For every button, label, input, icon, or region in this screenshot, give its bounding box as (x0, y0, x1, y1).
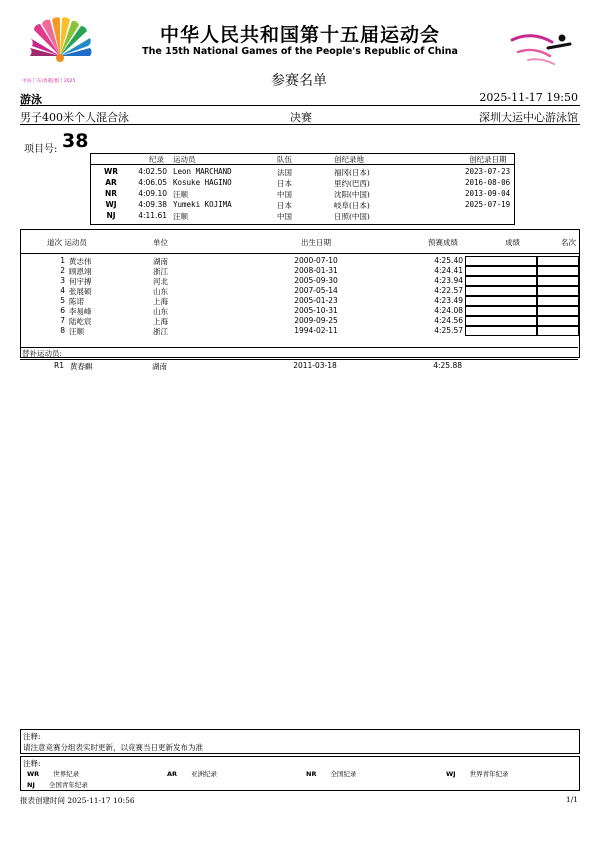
reserve-row: R1 黄春麒 湖南 2011-03-18 4:25.88 (54, 361, 462, 371)
header-entry-time: 预赛成绩 (428, 238, 458, 247)
divider (20, 124, 580, 125)
result-box (465, 316, 537, 326)
page-subtitle: The 15th National Games of the People's Republic of China (142, 46, 458, 57)
table-row: 6 李易峰 山东 2005-10-31 4:24.08 (21, 306, 579, 317)
start-list-table (20, 229, 580, 358)
rank-box (537, 266, 579, 276)
records-header-line (91, 164, 514, 165)
table-row: 5 陈诺 上海 2005-01-23 4:23.49 (21, 296, 579, 307)
legend-item: AR 亚洲纪录 (167, 770, 218, 778)
rank-box (537, 326, 579, 336)
record-row: WJ 4:09.38 Yumeki KOJIMA 日本 岐阜(日本) 2025-07-19 (105, 200, 511, 210)
header-dob: 出生日期 (301, 238, 331, 247)
notes-box: 注释: 请注意竞赛分组表实时更新，以竞赛当日更新发布为准 (20, 729, 580, 754)
records-header-name: 运动员 (173, 155, 196, 164)
page-number: 1/1 (565, 795, 578, 804)
event-number: 38 (62, 130, 89, 152)
header-rank: 名次 (561, 238, 576, 247)
records-header-date: 创纪录日期 (469, 155, 507, 164)
header-line (21, 253, 579, 254)
divider (20, 105, 580, 106)
header-result: 成绩 (505, 238, 520, 247)
records-header-time: 纪录 (149, 155, 164, 164)
rank-box (537, 316, 579, 326)
swimming-pictogram-icon (508, 30, 576, 68)
sport-name: 游泳 (20, 93, 42, 106)
rank-box (537, 306, 579, 316)
legend-item: NJ 全国青年纪录 (27, 781, 88, 789)
notes-text: 请注意竞赛分组表实时更新，以竞赛当日更新发布为准 (23, 743, 203, 752)
table-row: 7 陆屹宸 上海 2009-09-25 4:24.56 (21, 316, 579, 327)
header-lane-athlete: 道次 运动员 (47, 238, 87, 247)
national-games-logo (20, 14, 100, 90)
record-row: NJ 4:11.61 汪顺 中国 日照(中国) (106, 211, 370, 221)
venue-name: 深圳大运中心游泳馆 (479, 111, 578, 124)
result-box (465, 256, 537, 266)
reserve-section-label: 替补运动员: (20, 347, 578, 360)
rank-box (537, 286, 579, 296)
rank-box (537, 296, 579, 306)
rank-box (537, 276, 579, 286)
legend-item: NR 全国纪录 (306, 770, 357, 778)
table-row: 2 顾恩翊 浙江 2008-01-31 4:24.41 (21, 266, 579, 277)
legend-item: WR 世界纪录 (27, 770, 80, 778)
result-box (465, 276, 537, 286)
event-name: 男子400米个人混合泳 (20, 111, 129, 124)
legend-box: 注释: WR 世界纪录 AR 亚洲纪录 NR 全国纪录 WJ 世界青年纪录 NJ 全国青年纪录 (20, 756, 580, 791)
result-box (465, 286, 537, 296)
record-row: NR 4:09.10 汪顺 中国 沈阳(中国) 2013-09-04 (104, 189, 511, 199)
table-row: 8 汪顺 浙江 1994-02-11 4:25.57 (21, 326, 579, 337)
page-title: 中华人民共和国第十五届运动会 (159, 24, 440, 46)
logo-caption: 中国·广东|香港|澳门 2025 (22, 79, 76, 84)
document-title: 参赛名单 (271, 73, 327, 89)
result-box (465, 326, 537, 336)
legend-item: WJ 世界青年纪录 (446, 770, 509, 778)
result-box (465, 306, 537, 316)
header-unit: 单位 (153, 238, 168, 247)
record-row: AR 4:06.05 Kosuke HAGINO 日本 里约(巴西) 2016-08-06 (105, 178, 511, 188)
rank-box (537, 256, 579, 266)
event-phase: 决赛 (290, 111, 312, 124)
records-header-team: 队伍 (277, 155, 292, 164)
table-row: 1 黄志伟 湖南 2000-07-10 4:25.40 (21, 256, 579, 267)
table-row: 4 张展硕 山东 2007-05-14 4:22.57 (21, 286, 579, 297)
records-header-place: 创纪录地 (334, 155, 364, 164)
report-created-time: 报表创建时间 2025-11-17 10:56 (20, 796, 135, 805)
records-table (90, 153, 515, 225)
result-box (465, 266, 537, 276)
record-row: WR 4:02.50 Leon MARCHAND 法国 福冈(日本) 2023-07-23 (103, 167, 511, 177)
table-row: 3 何宇搏 河北 2005-09-30 4:23.94 (21, 276, 579, 287)
event-number-label: 项目号: (24, 144, 58, 155)
result-box (465, 296, 537, 306)
report-datetime: 2025-11-17 19:50 (479, 91, 578, 104)
